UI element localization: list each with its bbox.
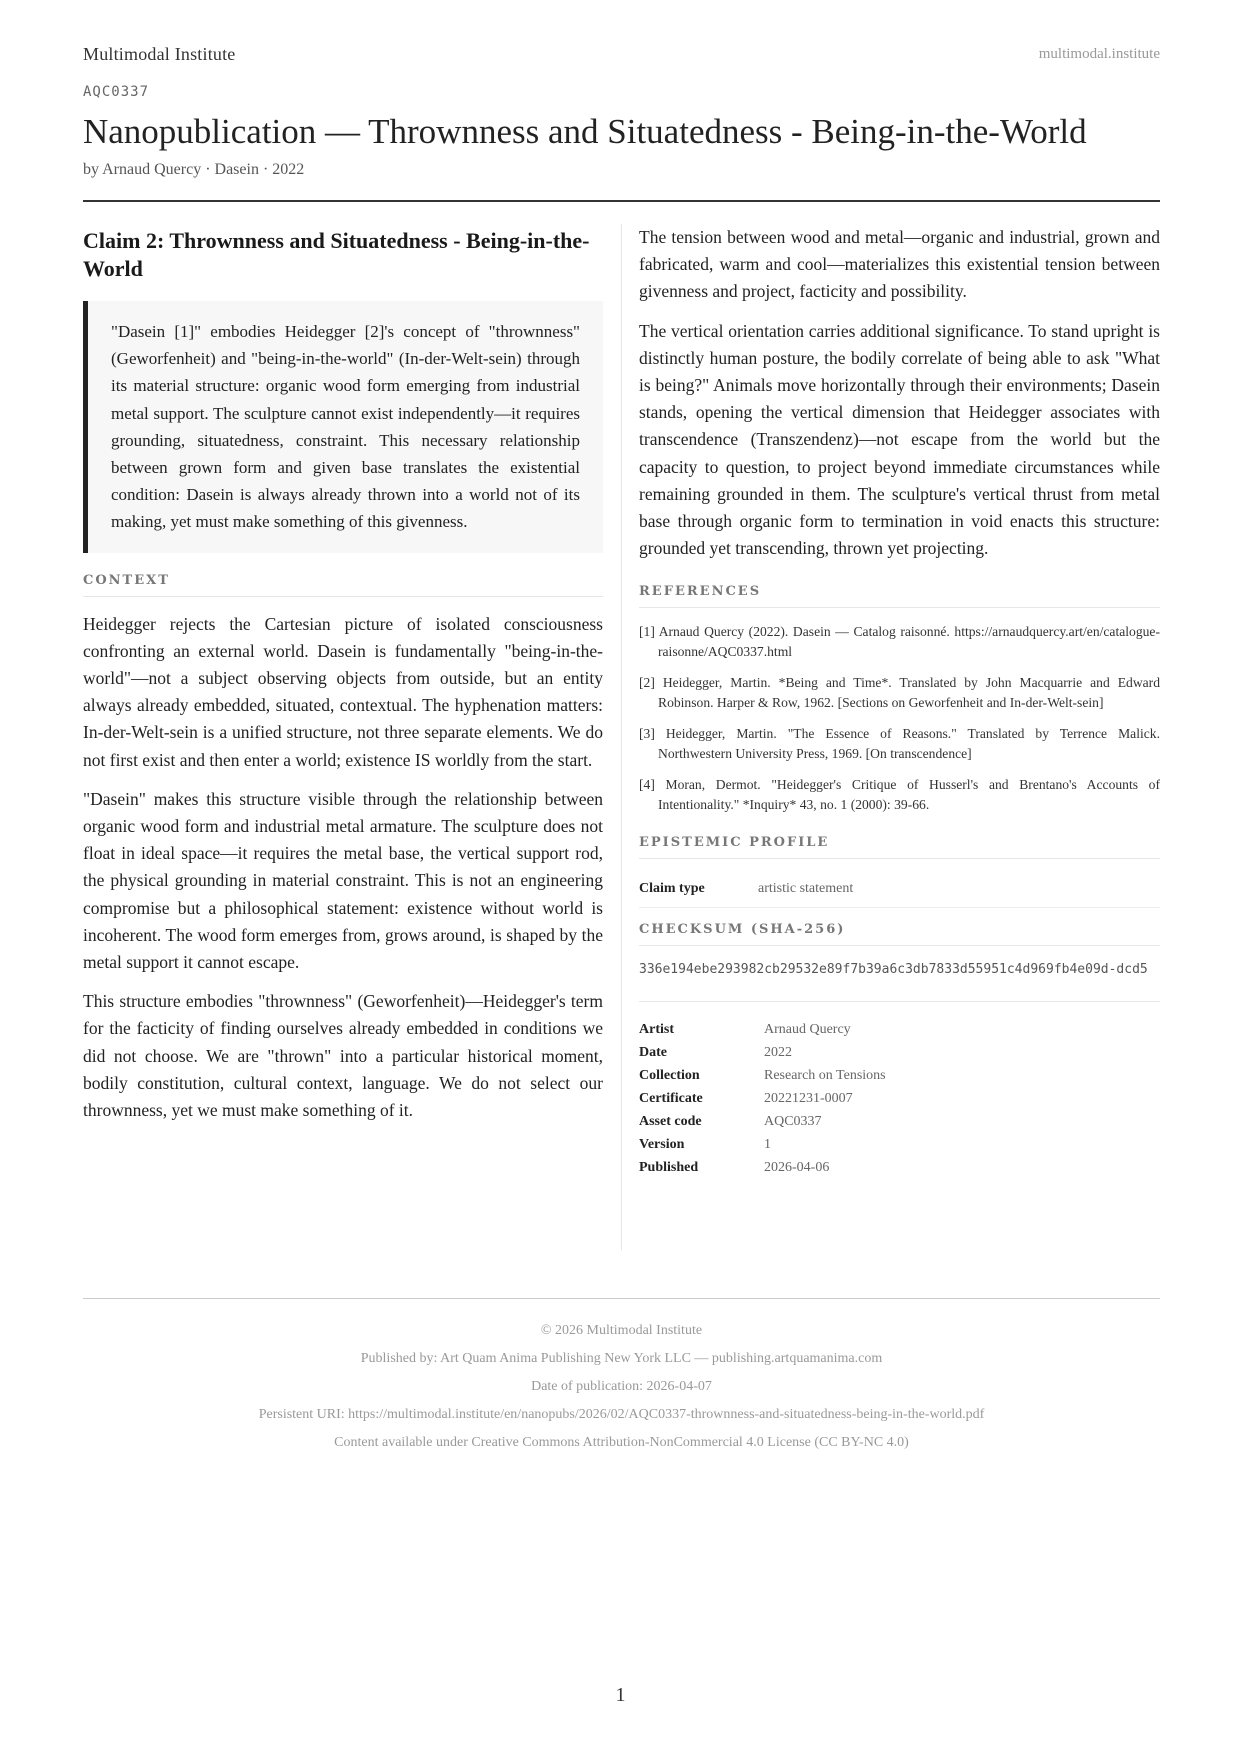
page-title: Nanopublication — Thrownness and Situatedness - Being-in-the-World	[83, 112, 1087, 151]
metadata-value: AQC0337	[764, 1114, 822, 1130]
metadata-row	[639, 1066, 886, 1089]
reference-item: [1] Arnaud Quercy (2022). Dasein — Catalog raisonné. https://arnaudquercy.art/en/catalogue-raisonne/AQC0337.html	[639, 624, 1160, 660]
page-number: 1	[615, 1684, 626, 1706]
site-link[interactable]: multimodal.institute	[1038, 46, 1160, 62]
metadata-row	[639, 1135, 886, 1158]
metadata-value: 2026-04-06	[764, 1160, 830, 1176]
right-column	[639, 224, 1160, 1181]
claim-type-value: artistic statement	[758, 881, 854, 897]
footer-copyright: © 2026 Multimodal Institute	[540, 1323, 703, 1338]
page-footer	[83, 1298, 1160, 1457]
asset-code: AQC0337	[83, 84, 150, 100]
metadata-key: Date	[639, 1045, 667, 1061]
metadata-row	[639, 1112, 886, 1135]
metadata-row	[639, 1020, 886, 1043]
header-divider	[83, 200, 1160, 202]
checksum-value: 336e194ebe293982cb29532e89f7b39a6c3db7833d55951c4d969fb4e09d-dcd5	[639, 960, 1160, 1002]
reference-item: [3] Heidegger, Martin. "The Essence of Reasons." Translated by Terrence Malick. Northwestern University Press, 1969. [On transcendence]	[639, 726, 1160, 762]
header-bar	[83, 44, 1160, 68]
context-paragraph: Heidegger rejects the Cartesian picture of isolated consciousness confronting an external world. Dasein is fundamentally "being-in-the-world"—not a subject observing objects from outside, but an entity always already embedded, situated, contextual. The hyphenation matters: In-der-Welt-sein is a unified structure, not three separate elements. We do not first exist and then enter a world; existence IS worldly from the start.	[83, 613, 603, 770]
reference-item: [4] Moran, Dermot. "Heidegger's Critique of Husserl's and Brentano's Accounts of Intentionality." *Inquiry* 43, no. 1 (2000): 39-66.	[639, 777, 1160, 813]
metadata-row	[639, 1043, 886, 1066]
metadata-value: Research on Tensions	[764, 1068, 886, 1084]
metadata-key: Certificate	[639, 1091, 703, 1107]
body-paragraph: The tension between wood and metal—organic and industrial, grown and fabricated, warm and cool—materializes this existential tension between givenness and project, facticity and possibility.	[639, 227, 1160, 302]
context-paragraph: "Dasein" makes this structure visible through the relationship between organic wood form and industrial metal armature. The sculpture does not float in ideal space—it requires the metal base, the vertical support rod, the physical grounding in material constraint. This is not an engineering compromise but a philosophical statement: existence without world is incoherent. The wood form emerges from, grows around, is shaped by the metal support it cannot escape.	[83, 788, 603, 973]
byline: by Arnaud Quercy · Dasein · 2022	[83, 161, 305, 178]
metadata-key: Asset code	[639, 1114, 702, 1130]
metadata-value: Arnaud Quercy	[764, 1022, 851, 1038]
context-paragraph: This structure embodies "thrownness" (Geworfenheit)—Heidegger's term for the facticity of finding ourselves already embedded in conditions we did not choose. We are "thrown" into a particular historical moment, bodily constitution, cultural context, language. We do not select our thrownness, yet we must make something of it.	[83, 991, 603, 1121]
claim-heading: Claim 2: Thrownness and Situatedness - Being-in-the-World	[83, 228, 590, 281]
metadata-value: 2022	[764, 1045, 792, 1061]
reference-item: [2] Heidegger, Martin. *Being and Time*. Translated by John Macquarrie and Edward Robinson. Harper & Row, 1962. [Sections on Geworfenheit and In-der-Welt-sein]	[639, 675, 1160, 711]
metadata-row	[639, 1158, 886, 1181]
metadata-table	[639, 1020, 886, 1181]
column-divider	[621, 224, 622, 1250]
footer-publisher: Published by: Art Quam Anima Publishing New York LLC — publishing.artquamanima.com	[360, 1351, 883, 1366]
footer-publication-date: Date of publication: 2026-04-07	[531, 1379, 712, 1394]
footer-license: Content available under Creative Commons Attribution-NonCommercial 4.0 License (CC BY-NC 4.0)	[334, 1435, 909, 1450]
metadata-key: Collection	[639, 1068, 700, 1084]
metadata-key: Published	[639, 1160, 699, 1176]
body-paragraph: The vertical orientation carries additional significance. To stand upright is distinctly human posture, the bodily correlate of being able to ask "What is being?" Animals move horizontally through their environments; Dasein stands, opening the vertical dimension that Heidegger associates with transcendence (Transzendenz)—not escape from the world but the capacity to question, to project beyond immediate circumstances while remaining grounded in them. The sculpture's vertical thrust from metal base through organic form to termination in void enacts this structure: grounded yet transcending, thrown yet projecting.	[639, 320, 1160, 559]
footer-persistent-uri[interactable]: Persistent URI: https://multimodal.institute/en/nanopubs/2026/02/AQC0337-thrownness-and-situatedness-being-in-the-world.pdf	[258, 1407, 985, 1422]
brand-name: Multimodal Institute	[83, 44, 236, 64]
metadata-row	[639, 1089, 886, 1112]
checksum-label: CHECKSUM (SHA-256)	[639, 922, 1160, 946]
claim-type-row	[639, 873, 1160, 908]
left-column	[83, 224, 603, 1136]
references-label: REFERENCES	[639, 584, 1160, 608]
references-list	[639, 622, 1160, 815]
metadata-value: 1	[764, 1137, 771, 1153]
claim-quote: "Dasein [1]" embodies Heidegger [2]'s concept of "thrownness" (Geworfenheit) and "being-in-the-world" (In-der-Welt-sein) through its material structure: organic wood form emerging from industrial metal support. The sculpture cannot exist independently—it requires grounding, situatedness, constraint. This necessary relationship between grown form and given base translates the existential condition: Dasein is always already thrown into a world not of its making, yet must make something of this givenness.	[83, 301, 603, 553]
metadata-key: Version	[639, 1137, 685, 1153]
context-label: CONTEXT	[83, 573, 603, 597]
metadata-key: Artist	[639, 1022, 674, 1038]
epistemic-profile-label: EPISTEMIC PROFILE	[639, 835, 1160, 859]
claim-type-key: Claim type	[639, 881, 705, 897]
metadata-value: 20221231-0007	[764, 1091, 853, 1107]
